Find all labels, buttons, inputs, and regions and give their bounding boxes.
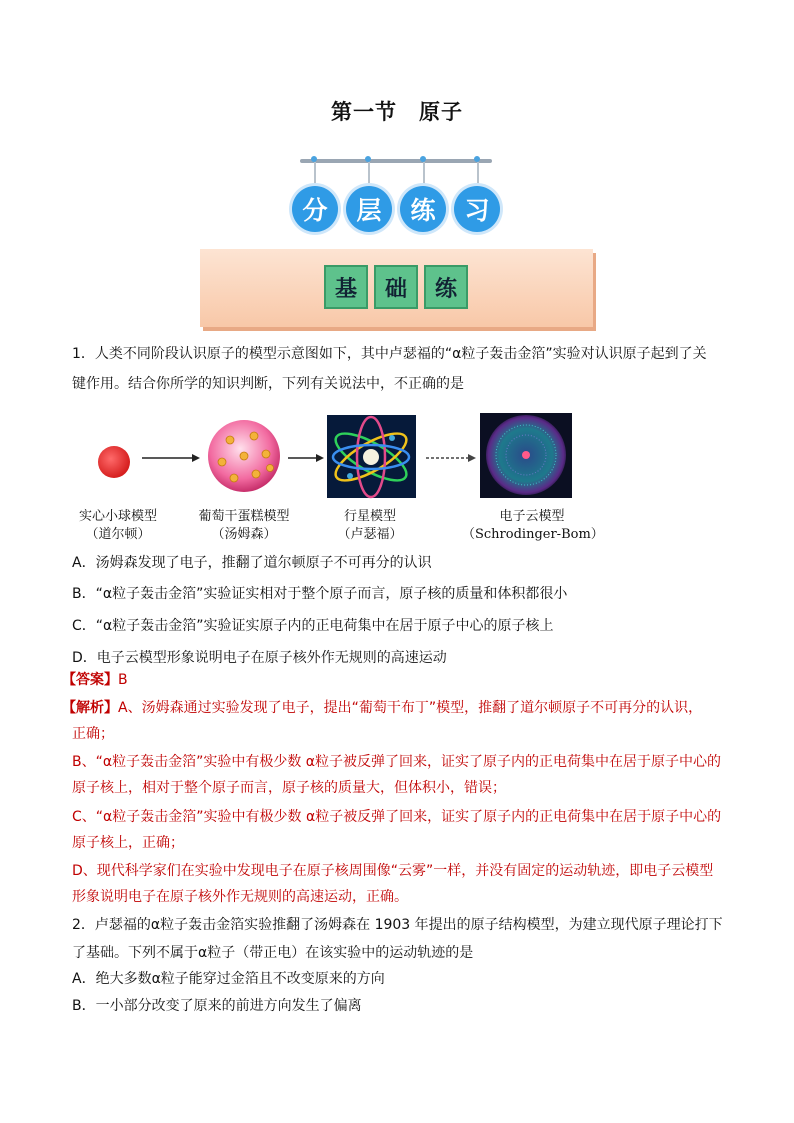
- q2-option-a: A．绝大多数α粒子能穿过金箔且不改变原来的方向: [72, 971, 385, 987]
- q1-option-d: D．电子云模型形象说明电子在原子核外作无规则的高速运动: [72, 650, 447, 666]
- q1-analysis-line8: 形象说明电子在原子核外作无规则的高速运动，正确。: [72, 889, 408, 905]
- q2-stem-line2: 了基础。下列不属于α粒子（带正电）在该实验中的运动轨迹的是: [72, 945, 474, 961]
- analysis-label: 【解析】: [62, 700, 118, 716]
- banner-char: 础: [374, 265, 418, 309]
- hanger-string: [423, 162, 425, 188]
- header-circle: 层: [346, 186, 392, 232]
- q2-stem-line1: 2．卢瑟福的α粒子轰击金箔实验推翻了汤姆森在 1903 年提出的原子结构模型，为建立现代原子理论打下: [72, 917, 723, 933]
- hanger-string: [314, 162, 316, 188]
- q1-analysis-line7: D、现代科学家们在实验中发现电子在原子核周围像“云雾”一样，并没有固定的运动轨迹，即电子云模型: [72, 863, 714, 879]
- q1-analysis-line5: C、“α粒子轰击金箔”实验中有极少数 α粒子被反弹了回来，证实了原子内的正电荷集中在居于原子中心的: [72, 809, 722, 825]
- banner-char: 练: [424, 265, 468, 309]
- q1-option-a: A．汤姆森发现了电子，推翻了道尔顿原子不可再分的认识: [72, 555, 432, 571]
- model-caption-thomson: 葡萄干蛋糕模型 （汤姆森）: [198, 509, 290, 542]
- header-circle: 分: [292, 186, 338, 232]
- q1-analysis-line1: 【解析】A、汤姆森通过实验发现了电子，提出“葡萄干布丁”模型，推翻了道尔顿原子不可再分的认识，: [62, 700, 703, 716]
- q1-option-c: C．“α粒子轰击金箔”实验证实原子内的正电荷集中在居于原子中心的原子核上: [72, 618, 554, 634]
- atom-models-figure: [70, 410, 610, 550]
- q1-analysis-line3: B、“α粒子轰击金箔”实验中有极少数 α粒子被反弹了回来，证实了原子内的正电荷集中在居于原子中心的: [72, 754, 722, 770]
- banner-char: 基: [324, 265, 368, 309]
- q1-stem-line1: 1．人类不同阶段认识原子的模型示意图如下，其中卢瑟福的“α粒子轰击金箔”实验对认识原子起到了关: [72, 346, 707, 362]
- answer-value: B: [118, 672, 128, 688]
- hanger-rail: [300, 159, 492, 163]
- answer-label: 【答案】: [62, 672, 118, 688]
- header-circle: 习: [454, 186, 500, 232]
- q1-answer: [62, 670, 128, 690]
- q1-option-b: B．“α粒子轰击金箔”实验证实相对于整个原子而言，原子核的质量和体积都很小: [72, 586, 568, 602]
- q1-analysis-line2: 正确；: [72, 726, 114, 742]
- model-caption-cloud: 电子云模型 （Schrodinger-Bom）: [462, 509, 604, 542]
- model-caption-rutherford: 行星模型 （卢瑟福）: [337, 509, 403, 542]
- q1-analysis-line6: 原子核上，正确；: [72, 835, 184, 851]
- page-title: 第一节 原子: [331, 100, 463, 124]
- q1-analysis-line4: 原子核上，相对于整个原子而言，原子核的质量大，但体积小，错误；: [72, 780, 506, 796]
- model-caption-dalton: 实心小球模型 （道尔顿）: [78, 509, 157, 542]
- header-circle: 练: [400, 186, 446, 232]
- q2-option-b: B．一小部分改变了原来的前进方向发生了偏离: [72, 998, 362, 1014]
- hanger-string: [477, 162, 479, 188]
- q1-stem-line2: 键作用。结合你所学的知识判断，下列有关说法中，不正确的是: [72, 376, 464, 392]
- dalton-ball: [98, 446, 130, 478]
- hanger-string: [368, 162, 370, 188]
- section-banner: [200, 249, 593, 327]
